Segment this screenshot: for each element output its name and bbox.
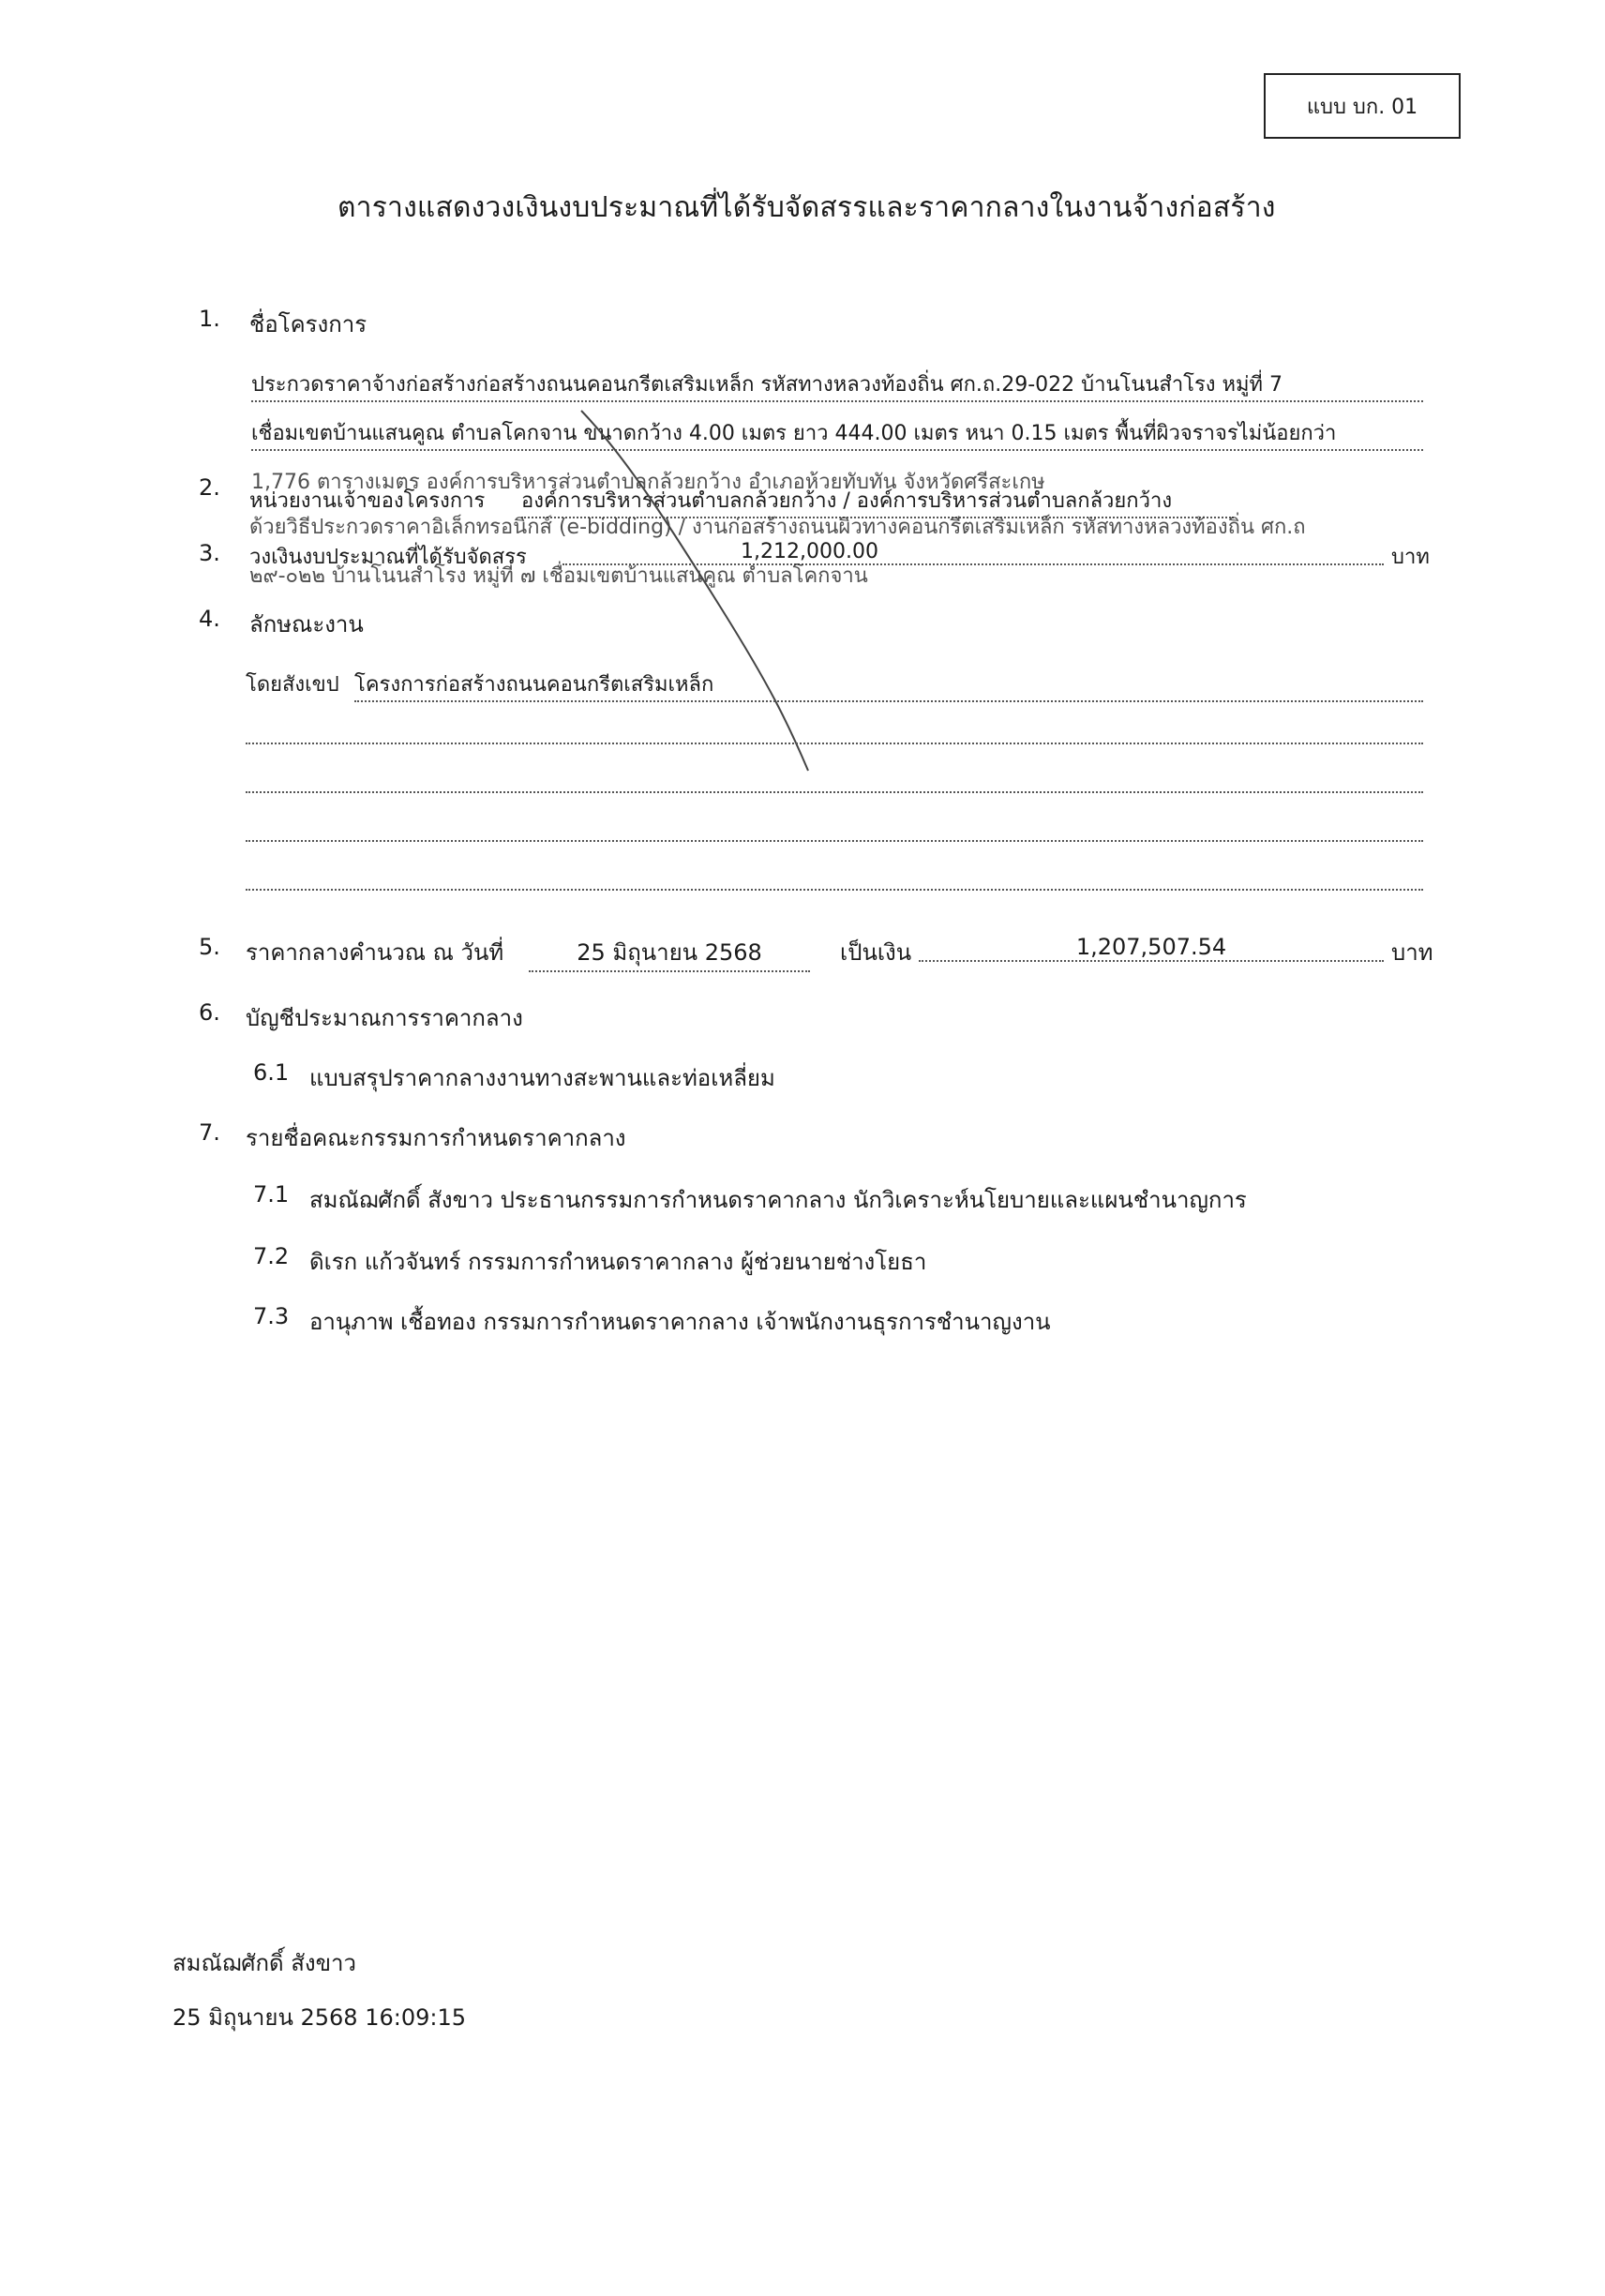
project-name-line1: ประกวดราคาจ้างก่อสร้างก่อสร้างถนนคอนกรีตเสริมเหล็ก รหัสทางหลวงท้องถิ่น ศก.ถ.29-022 บ้านโนนสำโรง หมู่ที่ 7: [251, 368, 1423, 402]
form-code-box: [1264, 73, 1461, 139]
project-name-line3: 1,776 ตารางเมตร องค์การบริหารส่วนตำบลกล้วยกว้าง อำเภอห้วยทับทัน จังหวัดศรีสะเกษ: [251, 471, 1045, 494]
section2-value: องค์การบริหารส่วนตำบลกล้วยกว้าง / องค์การบริหารส่วนตำบลกล้วยกว้าง: [521, 484, 1234, 518]
summary-value: โครงการก่อสร้างถนนคอนกรีตเสริมเหล็ก: [354, 668, 1423, 702]
blank-dotted-line: [246, 720, 1423, 744]
section4-number: 4.: [199, 606, 220, 632]
list-item: อานุภาพ เชื้อทอง กรรมการกำหนดราคากลาง เจ้าพนักงานธุรการชำนาญงาน: [309, 1309, 1051, 1335]
list-item: ดิเรก แก้วจันทร์ กรรมการกำหนดราคากลาง ผู้ช่วยนายช่างโยธา: [309, 1249, 927, 1275]
page-title: ตารางแสดงวงเงินงบประมาณที่ได้รับจัดสรรและราคากลางในงานจ้างก่อสร้าง: [338, 191, 1276, 224]
blank-dotted-line: [246, 818, 1423, 842]
section2-label: หน่วยงานเจ้าของโครงการ: [249, 489, 486, 513]
section6-label: บัญชีประมาณการราคากลาง: [246, 1005, 523, 1031]
list-item: สมณัฌศักดิ์ สังขาว ประธานกรรมการกำหนดราคากลาง นักวิเคราะห์นโยบายและแผนชำนาญการ: [309, 1187, 1247, 1213]
section2-number: 2.: [199, 474, 220, 501]
budget-unit: บาท: [1391, 546, 1430, 569]
section1-label: ชื่อโครงการ: [249, 311, 368, 338]
median-price-amount: 1,207,507.54: [919, 934, 1384, 962]
section4-label: ลักษณะงาน: [249, 611, 364, 638]
blank-dotted-line: [246, 866, 1423, 891]
list-item-number: 7.3: [253, 1303, 290, 1329]
section3-number: 3.: [199, 540, 220, 566]
section7-number: 7.: [199, 1119, 220, 1146]
section6-number: 6.: [199, 999, 220, 1026]
footer-timestamp: 25 มิถุนายน 2568 16:09:15: [172, 2004, 466, 2031]
blank-dotted-line: [246, 769, 1423, 793]
amount-label: เป็นเงิน: [840, 939, 912, 966]
project-name-line2: เชื่อมเขตบ้านแสนคูณ ตำบลโคกจาน ขนาดกว้าง 4.00 เมตร ยาว 444.00 เมตร หนา 0.15 เมตร พื้นที่ผิวจราจรไม่น้อยกว่า: [251, 416, 1423, 451]
section7-label: รายชื่อคณะกรรมการกำหนดราคากลาง: [246, 1125, 626, 1151]
median-price-date: 25 มิถุนายน 2568: [529, 934, 810, 972]
amount-unit: บาท: [1391, 939, 1433, 966]
section3-label: วงเงินงบประมาณที่ได้รับจัดสรร: [249, 546, 527, 569]
footer-name: สมณัฌศักดิ์ สังขาว: [172, 1950, 356, 1976]
list-item-number: 6.1: [253, 1059, 290, 1086]
section1-number: 1.: [199, 306, 220, 332]
section5-number: 5.: [199, 934, 220, 960]
project-name-line4: ด้วยวิธีประกวดราคาอิเล็กทรอนิกส์ (e-bidding) / งานก่อสร้างถนนผิวทางคอนกรีตเสริมเหล็ก รหัสทางหลวงท้องถิ่น ศก.ถ: [249, 516, 1306, 539]
budget-value: 1,212,000.00: [741, 540, 878, 563]
project-name-line5: ๒๙-๐๒๒ บ้านโนนสำโรง หมู่ที่ ๗ เชื่อมเขตบ้านแสนคูณ ตำบลโคกจาน: [249, 564, 868, 588]
summary-label: โดยสังเขป: [246, 673, 339, 697]
list-item-number: 7.2: [253, 1243, 290, 1269]
form-code: แบบ บก. 01: [1306, 95, 1418, 119]
section5-label: ราคากลางคำนวณ ณ วันที่: [246, 939, 504, 966]
list-item-number: 7.1: [253, 1181, 290, 1208]
list-item: แบบสรุปราคากลางงานทางสะพานและท่อเหลี่ยม: [309, 1065, 775, 1091]
